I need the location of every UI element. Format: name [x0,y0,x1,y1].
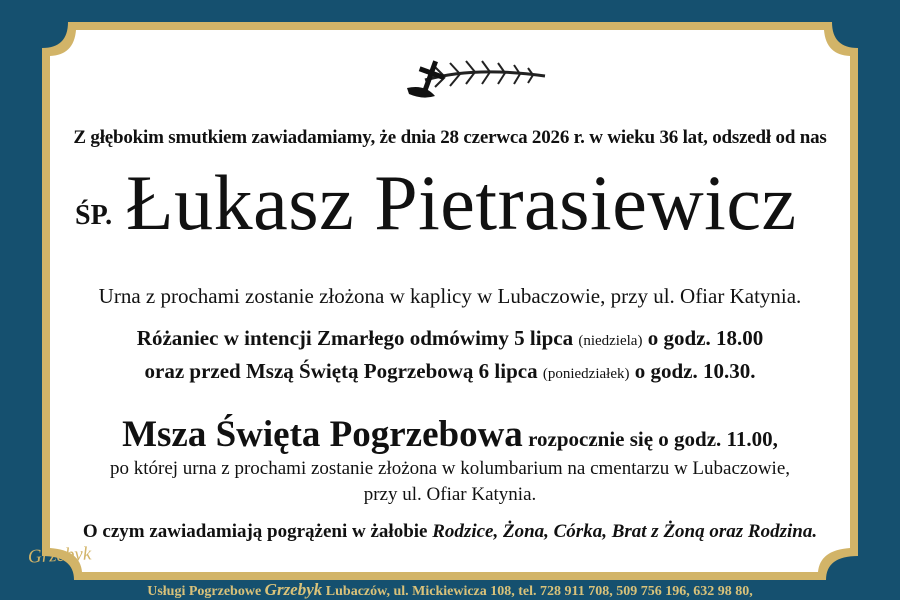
funeral-home-logo: Grzebyk [27,543,92,568]
intro-text: Z głębokim smutkiem zawiadamiamy, że dnia 28 czerwca 2026 r. w wieku 36 lat, odszedł od nas [73,127,827,148]
rosary-line-2-main: oraz przed Mszą Świętą Pogrzebową 6 lipca [144,359,538,383]
urn-chapel-text: Urna z prochami zostanie złożona w kaplicy w Lubaczowie, przy ul. Ofiar Katynia. [98,284,802,308]
footer-address-phones: Lubaczów, ul. Mickiewicza 108, tel. 728 911 708, 509 756 196, 632 98 80, [325,584,753,599]
mass-title: Msza Święta Pogrzebowa [122,414,523,455]
footer-contact [0,580,900,600]
rosary-line-1-main: Różaniec w intencji Zmarłego odmówimy 5 lipca [136,326,574,350]
footer-brand: Grzebyk [264,580,323,599]
rosary-line-2 [0,359,900,384]
deceased-name: Łukasz Pietrasiewicz [126,159,797,246]
mourners-names: Rodzice, Żona, Córka, Brat z Żoną oraz Rodzina. [432,521,818,542]
mass-details-line-2: przy ul. Ofiar Katynia. [363,484,537,505]
mass-line [0,413,900,456]
rosary-line-1 [0,326,900,351]
rosary-line-2-day: (poniedziałek) [542,366,630,382]
footer-service: Usługi Pogrzebowe [147,584,262,599]
rosary-line-2-time: o godz. 10.30. [634,359,756,383]
name-prefix: ŚP. [75,200,113,231]
mourners-lead: O czym zawiadamiają pogrążeni w żałobie [82,521,428,542]
rosary-line-1-time: o godz. 18.00 [647,326,764,350]
mourners-line [0,521,900,543]
mass-details-line-1: po której urna z prochami zostanie złożona w kolumbarium na cmentarzu w Lubaczowie, [109,458,791,479]
rosary-line-1-day: (niedziela) [578,333,643,349]
mass-time: rozpocznie się o godz. 11.00, [528,427,778,451]
